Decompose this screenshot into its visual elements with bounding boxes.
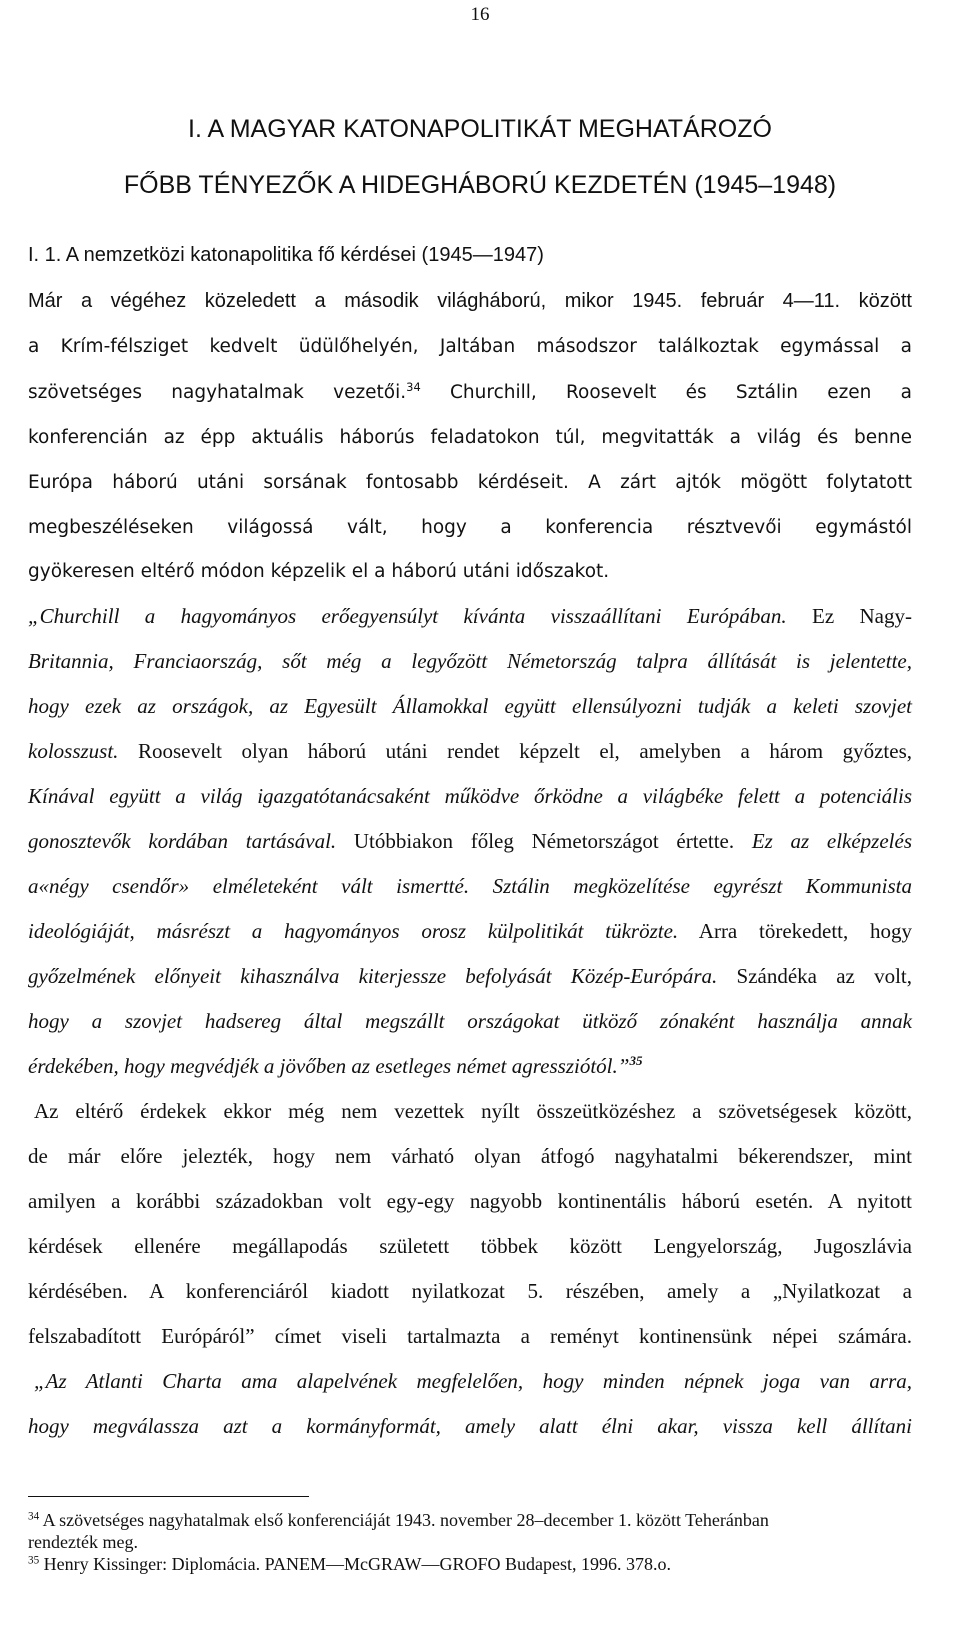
text-line: gyökeresen eltérő módon képzelik el a háború utáni időszakot.: [28, 561, 610, 582]
text-line: felszabadított Európáról” címet viseli tartalmazta a reményt kontinensünk népei számára.: [28, 1324, 912, 1348]
text-line: [28, 734, 912, 768]
text-run: Churchill, Roosevelt és Sztálin ezen a: [450, 382, 912, 403]
text-line: [28, 1049, 912, 1083]
footnote-text: Henry Kissinger: Diplomácia. PANEM—McGRAW—GROFO Budapest, 1996. 378.o.: [43, 1554, 672, 1574]
text-line: de már előre jelezték, hogy nem várható olyan átfogó nagyhatalmi békerendszer, mint: [28, 1144, 912, 1168]
text-line: „Az Atlanti Charta ama alapelvének megfelelően, hogy minden népnek joga van arra,: [34, 1369, 912, 1393]
text-line: [28, 824, 912, 858]
text-line: [28, 959, 912, 993]
text-run: Utóbbiakon főleg Németországot értette.: [353, 829, 735, 853]
text-run: Szándéka az volt,: [736, 964, 913, 988]
quote-run: „Churchill a hagyományos erőegyensúlyt kívánta visszaállítani Európában.: [28, 604, 787, 628]
text-run: Arra törekedett, hogy: [698, 919, 913, 943]
text-line: Már a végéhez közeledett a második világháború, mikor 1945. február 4—11. között: [28, 290, 912, 312]
text-line: kérdésében. A konferenciáról kiadott nyilatkozat 5. részében, amely a „Nyilatkozat a: [28, 1279, 912, 1303]
quote-run: Ez az elképzelés: [751, 829, 912, 853]
footnote-separator: [28, 1496, 309, 1497]
text-run: Roosevelt olyan háború utáni rendet képzelt el, amelyben a három győztes,: [138, 739, 912, 763]
text-line: amilyen a korábbi századokban volt egy-egy nagyobb kontinentális háború esetén. A nyitott: [28, 1189, 912, 1213]
quote-run: a«négy csendőr» elméleteként vált ismertté.: [28, 874, 470, 898]
text-line: [28, 914, 912, 948]
footnote-text: A szövetséges nagyhatalmak első konferenciáját 1943. november 28–december 1. között Teheránban: [42, 1510, 769, 1530]
text-run: szövetséges nagyhatalmak vezetői.: [28, 382, 407, 403]
text-line: konferencián az épp aktuális háborús feladatokon túl, megvitatták a világ és benne: [28, 427, 912, 448]
chapter-title-line-2: FŐBB TÉNYEZŐK A HIDEGHÁBORÚ KEZDETÉN (1945–1948): [123, 171, 837, 199]
text-run: A zárt ajtók mögött folytatott: [588, 472, 912, 493]
text-line: kérdések ellenére megállapodás született többek között Lengyelország, Jugoszlávia: [28, 1234, 912, 1258]
quote-run: ideológiáját, másrészt a hagyományos orosz külpolitikát tükrözte.: [28, 919, 679, 943]
page-number: 16: [470, 4, 490, 25]
text-line: hogy megválassza azt a kormányformát, amely alatt élni akar, vissza kell állítani: [28, 1414, 912, 1438]
footnote-35: [28, 1553, 918, 1575]
text-line: [28, 376, 912, 410]
text-line: hogy a szovjet hadsereg által megszállt országokat ütköző zónaként használja annak: [28, 1009, 912, 1033]
footnote-ref: 35: [629, 1053, 643, 1069]
quote-run: érdekében, hogy megvédjék a jövőben az esetleges német agressziótól.”: [28, 1054, 630, 1078]
text-line: megbeszéléseken világossá vált, hogy a konferencia résztvevői egymástól: [28, 517, 912, 538]
text-line: [28, 599, 912, 633]
text-line: hogy ezek az országok, az Egyesült Államokkal együtt ellensúlyozni tudják a keleti szovjet: [28, 694, 912, 718]
text-line: Az eltérő érdekek ekkor még nem vezettek nyílt összeütközéshez a szövetségesek között,: [34, 1099, 912, 1123]
section-heading: I. 1. A nemzetközi katonapolitika fő kérdései (1945—1947): [28, 244, 544, 266]
text-line: [28, 466, 912, 500]
text-run: Ez Nagy-: [812, 604, 912, 628]
footnote-number: 35: [28, 1554, 40, 1567]
footnote-text-cont: rendezték meg.: [28, 1532, 138, 1552]
text-line: [28, 869, 912, 903]
chapter-title-line-1: I. A MAGYAR KATONAPOLITIKÁT MEGHATÁROZÓ: [188, 115, 772, 143]
quote-run: Sztálin megközelítése egyrészt Kommunista: [492, 874, 912, 898]
text-line: Kínával együtt a világ igazgatótanácsaként működve őrködne a világbéke felett a potenciális: [28, 784, 912, 808]
footnote-34: [28, 1509, 918, 1553]
text-run: Európa háború utáni sorsának fontosabb kérdéseit.: [28, 472, 569, 493]
quote-run: kolosszust.: [28, 739, 119, 763]
footnote-ref: 34: [406, 380, 421, 395]
text-line: Britannia, Franciaország, sőt még a legyőzött Németország talpra állítását is jelentette,: [28, 649, 912, 673]
quote-run: gonosztevők kordában tartásával.: [28, 829, 337, 853]
footnote-number: 34: [28, 1510, 40, 1523]
text-line: a Krím-félsziget kedvelt üdülőhelyén, Jaltában másodszor találkoztak egymással a: [28, 336, 912, 357]
quote-run: győzelmének előnyeit kihasználva kiterjessze befolyását Közép-Európára.: [28, 964, 718, 988]
